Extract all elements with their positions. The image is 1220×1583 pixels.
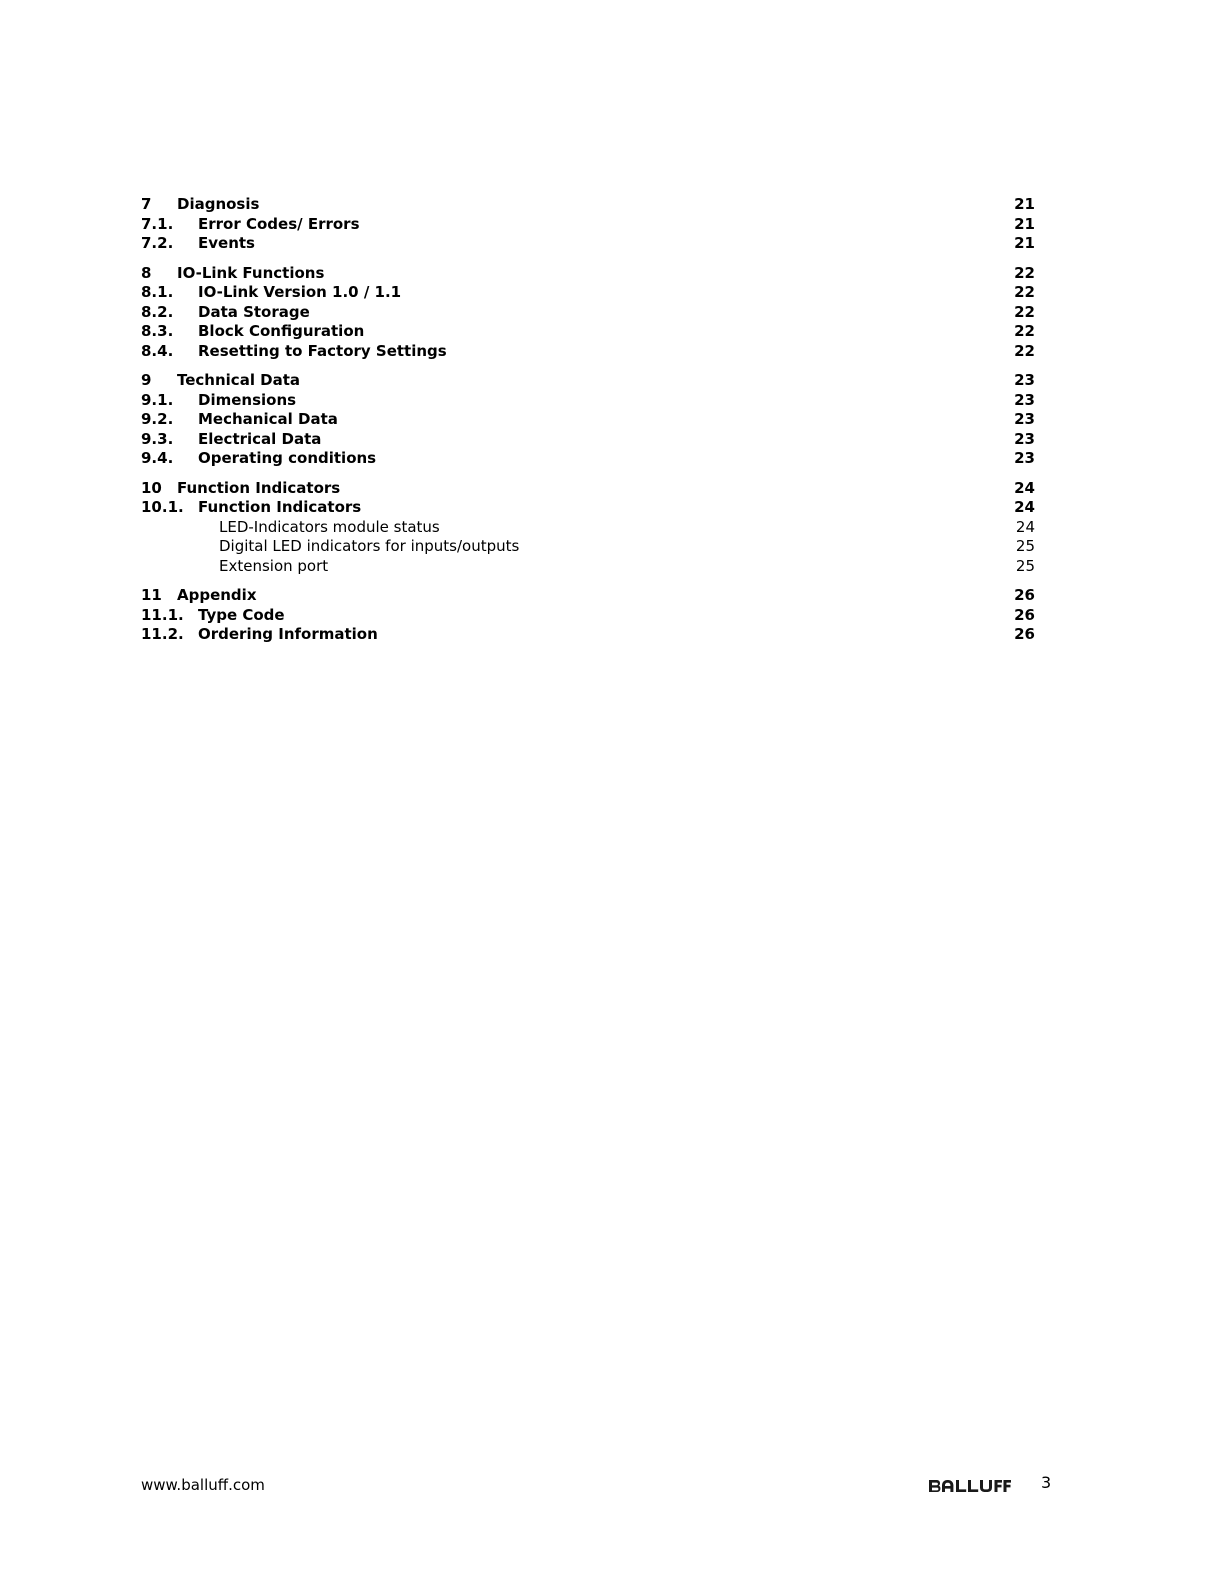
toc-entry-page: 23	[1014, 410, 1035, 428]
toc-entry-number: 11.1.	[141, 605, 184, 624]
toc-entry-number: 8.1.	[141, 283, 174, 301]
toc-entry-page: 22	[1014, 322, 1035, 340]
toc-entry-title: Technical Data	[177, 371, 301, 389]
toc-entry-page: 24	[1015, 517, 1035, 536]
toc-entry-subsection[interactable]	[141, 518, 1035, 538]
toc-entry-section[interactable]	[141, 498, 1035, 518]
toc-entry-page: 22	[1014, 341, 1035, 360]
toc-entry-section[interactable]	[141, 215, 1035, 235]
toc-entry-section[interactable]	[141, 283, 1035, 303]
toc-entry-title: Block Configuration	[198, 322, 365, 340]
toc-entry-title: Ordering Information	[198, 625, 378, 643]
toc-entry-number: 11.2.	[141, 625, 184, 643]
toc-entry-page: 21	[1014, 195, 1035, 213]
toc-entry-number: 7.2.	[141, 234, 174, 252]
toc-entry-chapter[interactable]	[141, 479, 1035, 499]
toc-entry-number: 9.3.	[141, 429, 174, 448]
toc-entry-title: Type Code	[198, 605, 285, 624]
toc-entry-chapter[interactable]	[141, 195, 1035, 215]
toc-entry-chapter[interactable]	[141, 586, 1035, 606]
toc-entry-title: IO-Link Version 1.0 / 1.1	[198, 283, 402, 301]
toc-entry-page: 23	[1014, 371, 1035, 389]
toc-entry-section[interactable]	[141, 606, 1035, 626]
toc-entry-page: 25	[1015, 556, 1035, 575]
toc-entry-page: 22	[1014, 263, 1035, 282]
toc-entry-page: 25	[1015, 537, 1035, 555]
toc-entry-title: Mechanical Data	[198, 410, 338, 428]
table-of-contents	[141, 195, 1035, 655]
toc-entry-page: 22	[1014, 302, 1035, 321]
toc-entry-title: Operating conditions	[198, 449, 377, 467]
toc-entry-page: 26	[1014, 605, 1035, 624]
toc-entry-page: 21	[1014, 214, 1035, 233]
toc-entry-section[interactable]	[141, 449, 1035, 469]
balluff-logo	[929, 1476, 1011, 1496]
toc-entry-title: Digital LED indicators for inputs/outputs	[219, 537, 520, 555]
toc-entry-chapter[interactable]	[141, 371, 1035, 391]
toc-entry-page: 23	[1014, 429, 1035, 448]
toc-entry-number: 8	[141, 263, 152, 282]
toc-entry-title: Events	[198, 234, 255, 252]
toc-entry-title: Error Codes/ Errors	[198, 214, 360, 233]
toc-entry-number: 10	[141, 478, 162, 497]
toc-entry-title: Dimensions	[198, 390, 297, 409]
toc-entry-title: Function Indicators	[177, 478, 341, 497]
toc-group	[141, 264, 1035, 362]
toc-entry-page: 23	[1014, 390, 1035, 409]
toc-entry-title: Diagnosis	[177, 195, 260, 213]
toc-entry-title: Function Indicators	[198, 498, 362, 516]
toc-entry-page: 24	[1014, 478, 1035, 497]
toc-entry-page: 21	[1014, 234, 1035, 252]
toc-group	[141, 479, 1035, 577]
toc-entry-number: 7	[141, 195, 152, 213]
toc-group	[141, 586, 1035, 645]
toc-entry-chapter[interactable]	[141, 264, 1035, 284]
page-number: 3	[1041, 1473, 1052, 1492]
toc-entry-subsection[interactable]	[141, 557, 1035, 577]
toc-entry-section[interactable]	[141, 625, 1035, 645]
footer-website-link[interactable]: www.balluff.com	[141, 1476, 265, 1494]
toc-entry-page: 22	[1014, 283, 1035, 301]
toc-entry-section[interactable]	[141, 342, 1035, 362]
toc-entry-number: 9.4.	[141, 449, 174, 467]
toc-entry-section[interactable]	[141, 303, 1035, 323]
toc-entry-section[interactable]	[141, 410, 1035, 430]
toc-entry-section[interactable]	[141, 391, 1035, 411]
toc-entry-section[interactable]	[141, 234, 1035, 254]
toc-entry-number: 8.3.	[141, 322, 174, 340]
toc-entry-number: 8.4.	[141, 341, 174, 360]
toc-group	[141, 195, 1035, 254]
toc-entry-number: 10.1.	[141, 498, 184, 516]
toc-entry-subsection[interactable]	[141, 537, 1035, 557]
toc-entry-number: 7.1.	[141, 214, 174, 233]
toc-entry-title: Appendix	[177, 586, 257, 604]
toc-entry-number: 8.2.	[141, 302, 174, 321]
toc-entry-page: 26	[1014, 586, 1035, 604]
toc-entry-number: 11	[141, 586, 162, 604]
toc-entry-title: Extension port	[219, 556, 329, 575]
toc-entry-title: Resetting to Factory Settings	[198, 341, 447, 360]
toc-entry-title: Electrical Data	[198, 429, 322, 448]
toc-entry-number: 9	[141, 371, 152, 389]
toc-entry-title: Data Storage	[198, 302, 310, 321]
toc-entry-page: 24	[1014, 498, 1035, 516]
toc-entry-title: IO-Link Functions	[177, 263, 325, 282]
toc-entry-number: 9.1.	[141, 390, 174, 409]
toc-entry-section[interactable]	[141, 322, 1035, 342]
toc-entry-section[interactable]	[141, 430, 1035, 450]
toc-entry-title: LED-Indicators module status	[219, 517, 440, 536]
toc-entry-page: 26	[1014, 625, 1035, 643]
toc-group	[141, 371, 1035, 469]
toc-entry-page: 23	[1014, 449, 1035, 467]
toc-entry-number: 9.2.	[141, 410, 174, 428]
